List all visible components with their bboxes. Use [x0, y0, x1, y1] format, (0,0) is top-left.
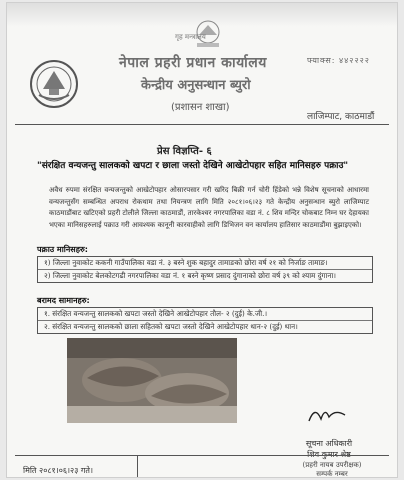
footer-separator: [137, 455, 138, 478]
org-name-line2: केन्द्रीय अनुसन्धान ब्युरो: [141, 78, 251, 93]
location: लाजिम्पाट, काठमाडौं: [307, 112, 375, 122]
ministry-label: गृह मन्त्रालय: [175, 33, 206, 41]
officer-rank: (प्रहरी नायब उपरीक्षक): [302, 461, 362, 469]
officer-rank-block: [287, 461, 377, 478]
arrested-list: [37, 256, 373, 283]
press-release-title: "संरक्षित वन्यजन्तु सालकको खपटा र छाला जस्तो देखिने आखेटोपहार सहित मानिसहरु पक्राउ": [37, 161, 349, 171]
officer-title: सूचना अधिकारी: [305, 439, 353, 448]
list-item: २. संरक्षित वन्यजन्तु सालकको छाला सहितको खपटा जस्तो देखिने आखेटोपहार थान-२ (दुई) थान।: [38, 320, 372, 333]
list-item: २) जिल्ला नुवाकोट बेलकोटगढी नगरपालिका वडा नं. १ बस्ने कृष्ण प्रसाद दुंगानाको छोरा वर्ष ३९ को श्याम दुंगाना।: [38, 269, 372, 282]
officer-block: [289, 438, 369, 460]
officer-signature: [307, 403, 347, 427]
org-name-line1: नेपाल प्रहरी प्रधान कार्यालय: [119, 55, 267, 71]
contact-label: सम्पर्क नम्बर: [316, 470, 348, 478]
press-release-page: [6, 2, 398, 478]
reference-number: फ्याक्स: ४४२२२२: [307, 56, 370, 65]
recovered-heading: बरामद सामानहरु:: [37, 296, 90, 305]
evidence-photo: [67, 338, 237, 423]
list-item: १. संरक्षित वन्यजन्तु सालकको खपटा जस्तो देखिने आखेटोपहार तौल- २ (दुई) के.जी.।: [44, 309, 268, 318]
arrested-heading: पक्राउ मानिसहरु:: [37, 245, 88, 254]
footer-divider: [15, 455, 389, 456]
press-release-number: प्रेस विज्ञप्ति- ६: [157, 146, 212, 157]
list-item: १) जिल्ला नुवाकोट ककनी गाउँपालिका वडा नं. ३ बस्ने शुक बहादुर तामाङको छोरा वर्ष २१ को निर्जाङ तामाङ।: [44, 258, 328, 267]
body-paragraph: अवैध रुपमा संरक्षित वन्यजन्तुको आखेटोपहार ओसारपसार गरी खरिद बिक्री गर्न चोरी हिंडेको भन्ने विशेष सूचनाको आधारमा वन्यजन्तुसँग सम्बन्धित अपराध रोकथाम तथा नियन्त्रण लागि मिति २०८१।०६।२३ गते केन्द्रीय अनुसन्धान ब्युरो लाजिम्पाट काठमाडौंबाट खटिएको प्रहरी टोलीले जिल्ला काठमाडौं, तारकेश्वर नगरपालिका वडा नं. ८ शिव मन्दिर चोकबाट निम्न घर देहायका भएका मानिसहरुलाई पक्राउ गरी आवश्यक कानूनी कारवाहीको लागि डिभिजन वन कार्यालय हातिसार काठमाडौंमा बुझाइएको।: [49, 186, 369, 229]
release-date: मिति २०८१।०६।२३ गते।: [23, 466, 94, 475]
header-divider: [15, 124, 389, 125]
org-branch: (प्रशासन शाखा): [171, 102, 230, 113]
recovered-list: [37, 307, 373, 334]
nepal-police-emblem-icon: [29, 59, 79, 109]
